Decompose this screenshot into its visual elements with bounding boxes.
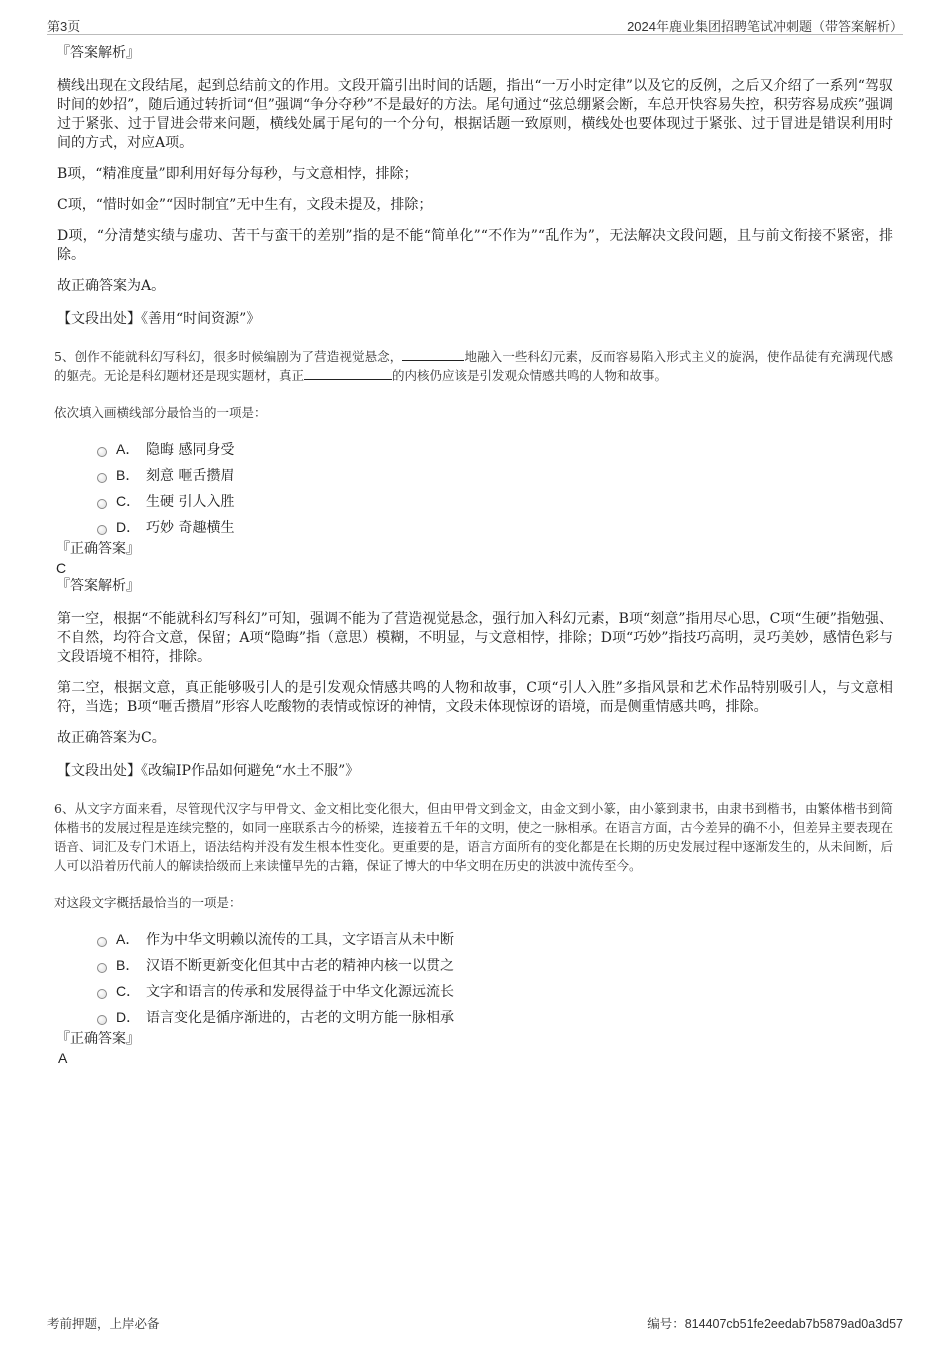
option-letter: B． xyxy=(116,957,140,973)
q6-option-b[interactable] xyxy=(97,952,893,978)
option-text: 巧妙 奇趣横生 xyxy=(146,520,235,536)
q5-stem-part-3: 的内核仍应该是引发观众情感共鸣的人物和故事。 xyxy=(392,368,668,383)
q4-source: 【文段出处】《善用“时间资源”》 xyxy=(57,311,261,327)
q5-stem-part-1: 5、创作不能就科幻写科幻，很多时候编剧为了营造视觉悬念， xyxy=(54,349,403,364)
code-label: 编号： xyxy=(647,1317,685,1331)
q5-stem-part-2: 地融入一些科幻元素，反而容易陷入形式主义的旋涡，使作品徒有充满现代感的躯壳。无论是科幻题材还是现实题材，真正 xyxy=(54,349,893,383)
option-letter: D． xyxy=(116,1009,141,1025)
q5-analysis-paragraph-1: 第一空，根据“不能就科幻写科幻”可知，强调不能为了营造视觉悬念，强行加入科幻元素，B项“刻意”指用尽心思，C项“生硬”指勉强、不自然，均符合文意，保留；A项“隐晦”指（意思）模糊，不明显，与文意相悖，排除；D项“巧妙”指技巧高明，灵巧美妙，感情色彩与文段语境不相符，排除。 xyxy=(57,611,893,665)
option-letter: A． xyxy=(116,931,140,947)
radio-icon[interactable] xyxy=(97,447,107,457)
q4-analysis-paragraph-3: C项，“惜时如金”“因时制宜”无中生有，文段未提及，排除； xyxy=(57,197,433,213)
page-content xyxy=(54,44,893,1067)
q5-answer: C xyxy=(56,560,67,576)
q6-options xyxy=(97,926,893,1030)
q5-blank-2 xyxy=(304,366,392,380)
q5-stem xyxy=(54,347,893,385)
footer-slogan: 考前押题，上岸必备 xyxy=(47,1317,160,1331)
q4-conclusion: 故正确答案为A。 xyxy=(57,278,166,294)
q6-stem: 6、从文字方面来看，尽管现代汉字与甲骨文、金文相比变化很大，但由甲骨文到金文，由金文到小篆，由小篆到隶书，由隶书到楷书，由繁体楷书到简体楷书的发展过程是连续完整的，如同一座联系古今的桥梁，连接着五千年的文明，使之一脉相承。在语言方面，古今差异的确不小，但差异主要表现在语音、词汇及专门术语上，语法结构并没有发生根本性变化。更重要的是，语言方面所有的变化都是在长期的历史发展过程中逐渐发生的，从未间断，后人可以沿着历代前人的解读拾级而上来读懂早先的古籍，保证了博大的中华文明在历史的洪波中流传至今。 xyxy=(54,801,893,873)
page-footer xyxy=(47,1312,903,1332)
q5-options xyxy=(97,436,893,540)
q5-analysis-paragraph-2: 第二空，根据文意，真正能够吸引人的是引发观众情感共鸣的人物和故事，C项“引人入胜”多指风景和艺术作品特别吸引人，与文意相符，当选；B项“咂舌攒眉”形容人吃酸物的表情或惊讶的神情，文段未体现惊讶的语境，而是侧重情感共鸣，排除。 xyxy=(57,680,893,715)
option-letter: B． xyxy=(116,467,140,483)
q6-answer-label: 『正确答案』 xyxy=(56,1031,140,1047)
option-text: 作为中华文明赖以流传的工具，文字语言从未中断 xyxy=(146,932,454,948)
radio-icon[interactable] xyxy=(97,499,107,509)
option-letter: A． xyxy=(116,441,140,457)
radio-icon[interactable] xyxy=(97,963,107,973)
radio-icon[interactable] xyxy=(97,473,107,483)
radio-icon[interactable] xyxy=(97,989,107,999)
q5-prompt: 依次填入画横线部分最恰当的一项是： xyxy=(54,405,267,420)
q4-analysis-paragraph-1: 横线出现在文段结尾，起到总结前文的作用。文段开篇引出时间的话题，指出“一万小时定律”以及它的反例，之后又介绍了一系列“驾驭时间的妙招”，随后通过转折词“但”强调“争分夺秒”不是最好的方法。尾句通过“弦总绷紧会断，车总开快容易失控，积劳容易成疾”强调过于紧张、过于冒进会带来问题，横线处属于尾句的一个分句，根据话题一致原则，横线处也要体现过于紧张、过于冒进是错误利用时间的方式，对应A项。 xyxy=(57,78,893,151)
q6-option-d[interactable] xyxy=(97,1004,893,1030)
radio-icon[interactable] xyxy=(97,937,107,947)
q5-option-c[interactable] xyxy=(97,488,893,514)
q6-option-c[interactable] xyxy=(97,978,893,1004)
page-number: 第3页 xyxy=(47,19,81,34)
option-text: 语言变化是循序渐进的，古老的文明方能一脉相承 xyxy=(146,1010,454,1026)
option-letter: D． xyxy=(116,519,141,535)
radio-icon[interactable] xyxy=(97,525,107,535)
q6-answer: A xyxy=(58,1050,68,1066)
q5-option-b[interactable] xyxy=(97,462,893,488)
q5-source: 【文段出处】《改编IP作品如何避免“水土不服”》 xyxy=(57,763,360,779)
option-text: 文字和语言的传承和发展得益于中华文化源远流长 xyxy=(146,984,454,1000)
option-text: 隐晦 感同身受 xyxy=(146,442,235,458)
q6-option-a[interactable] xyxy=(97,926,893,952)
code-value: 814407cb51fe2eedab7b5879ad0a3d57 xyxy=(684,1317,903,1331)
q5-answer-label: 『正确答案』 xyxy=(56,541,140,557)
q5-option-d[interactable] xyxy=(97,514,893,540)
q4-analysis-label: 『答案解析』 xyxy=(56,45,140,61)
q5-blank-1 xyxy=(402,347,464,361)
option-text: 生硬 引人入胜 xyxy=(146,494,235,510)
q5-analysis-label: 『答案解析』 xyxy=(56,578,140,594)
q4-analysis-paragraph-2: B项，“精准度量”即利用好每分每秒，与文意相悖，排除； xyxy=(57,166,418,182)
radio-icon[interactable] xyxy=(97,1015,107,1025)
q4-analysis-paragraph-4: D项，“分清楚实绩与虚功、苦干与蛮干的差别”指的是不能“简单化”“不作为”“乱作为”，无法解决文段问题，且与前文衔接不紧密，排除。 xyxy=(57,228,893,263)
document-code xyxy=(647,1314,903,1332)
page-header xyxy=(47,14,903,35)
option-letter: C． xyxy=(116,983,141,999)
option-text: 刻意 咂舌攒眉 xyxy=(146,468,235,484)
document-title: 2024年鹿业集团招聘笔试冲刺题（带答案解析） xyxy=(627,19,903,34)
option-text: 汉语不断更新变化但其中古老的精神内核一以贯之 xyxy=(146,958,454,974)
q6-prompt: 对这段文字概括最恰当的一项是： xyxy=(54,895,242,910)
option-letter: C． xyxy=(116,493,141,509)
q5-conclusion: 故正确答案为C。 xyxy=(57,730,166,746)
q5-option-a[interactable] xyxy=(97,436,893,462)
